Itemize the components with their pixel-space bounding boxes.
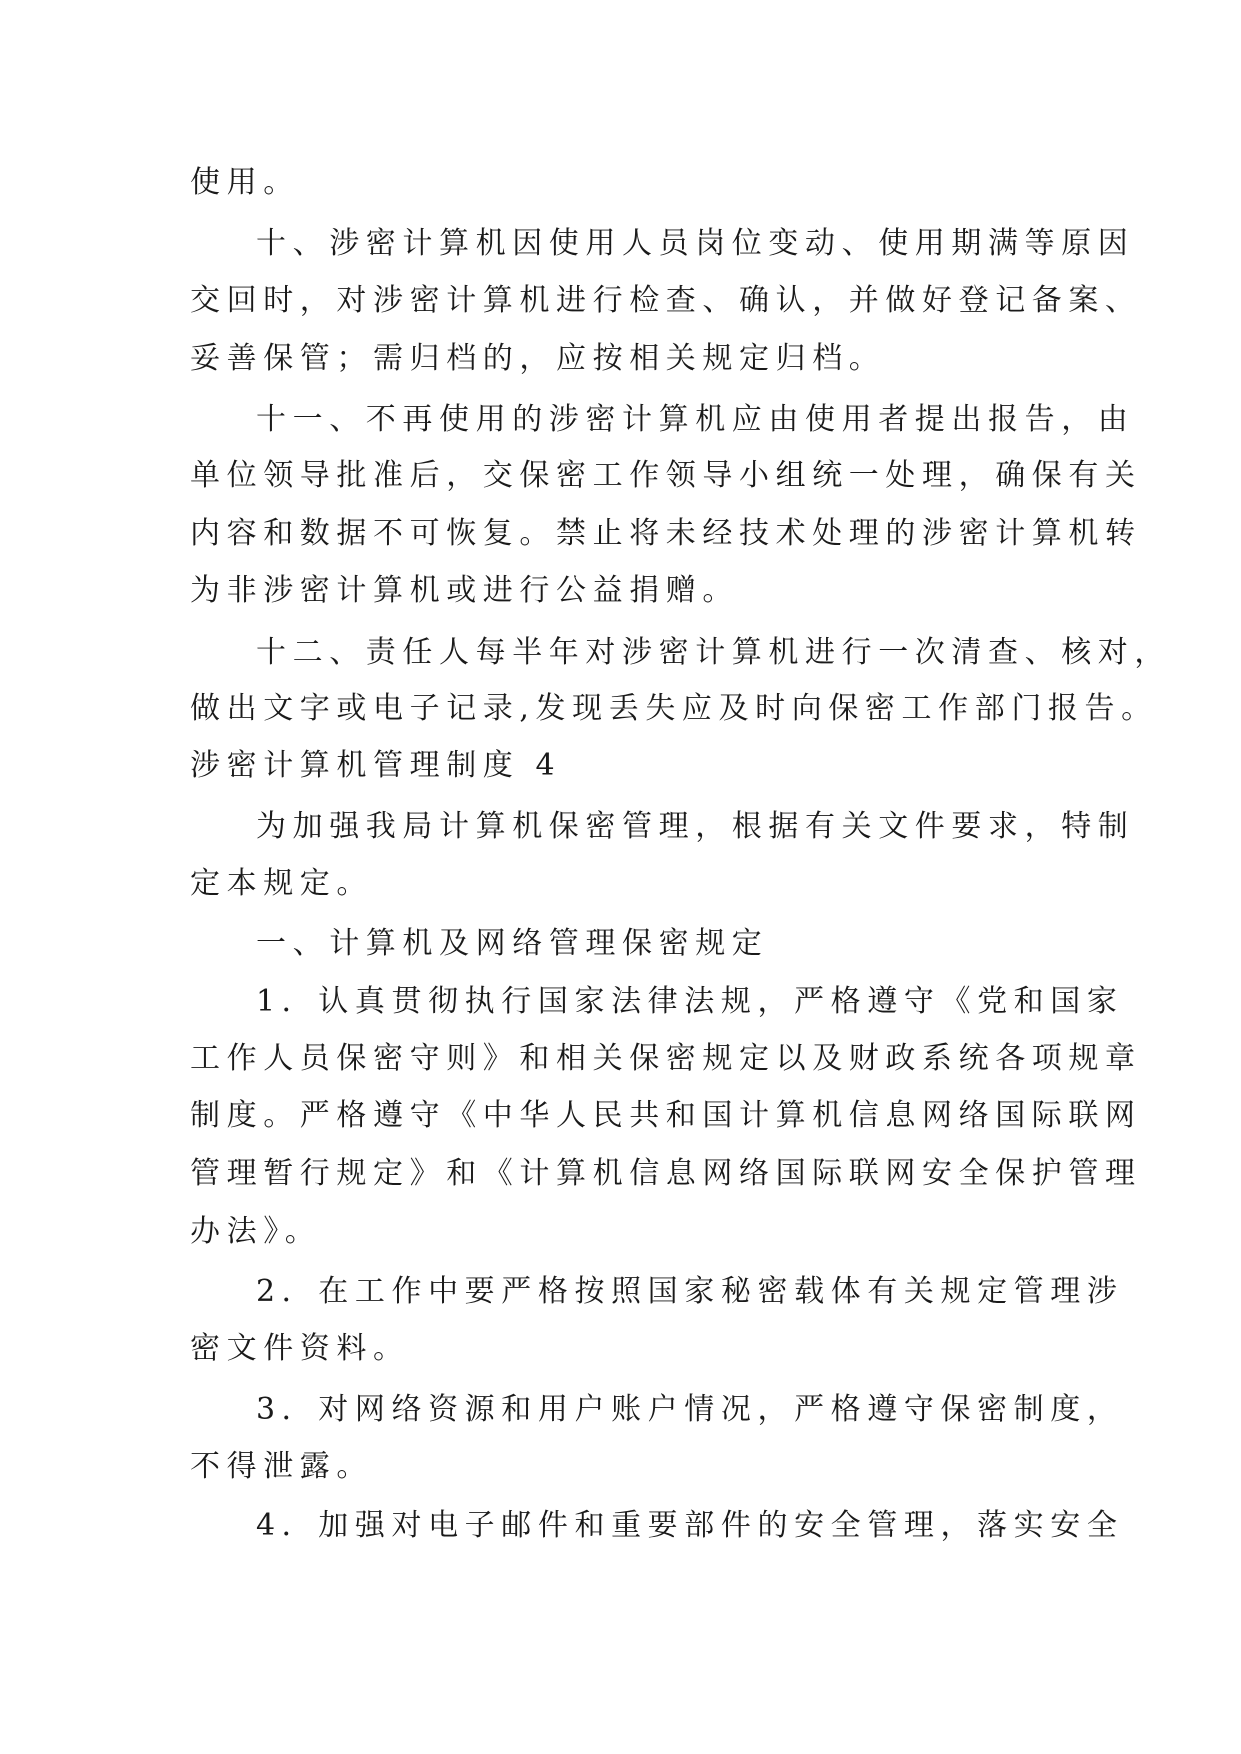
text-line: 3．对网络资源和用户账户情况，严格遵守保密制度， xyxy=(256,1392,1124,1427)
text-line: 一、计算机及网络管理保密规定 xyxy=(256,926,769,961)
text-line: 为非涉密计算机或进行公益捐赠。 xyxy=(190,573,739,608)
text-line: 管理暂行规定》和《计算机信息网络国际联网安全保护管理 xyxy=(190,1156,1142,1191)
text-line: 十、涉密计算机因使用人员岗位变动、使用期满等原因 xyxy=(256,226,1135,261)
text-line: 4．加强对电子邮件和重要部件的安全管理，落实安全 xyxy=(256,1508,1124,1543)
text-line: 十二、责任人每半年对涉密计算机进行一次清查、核对， xyxy=(256,635,1171,670)
text-line: 密文件资料。 xyxy=(190,1331,410,1366)
text-line: 制度。严格遵守《中华人民共和国计算机信息网络国际联网 xyxy=(190,1098,1142,1133)
text-line: 内容和数据不可恢复。禁止将未经技术处理的涉密计算机转 xyxy=(190,516,1142,551)
text-line: 办法》。 xyxy=(190,1214,322,1249)
text-line: 1．认真贯彻执行国家法律法规，严格遵守《党和国家 xyxy=(256,984,1124,1019)
section-heading: 涉密计算机管理制度 4 xyxy=(190,748,562,783)
text-line: 2．在工作中要严格按照国家秘密载体有关规定管理涉 xyxy=(256,1274,1124,1309)
text-line: 定本规定。 xyxy=(190,866,373,901)
text-line: 单位领导批准后，交保密工作领导小组统一处理，确保有关 xyxy=(190,458,1142,493)
text-line: 十一、不再使用的涉密计算机应由使用者提出报告，由 xyxy=(256,402,1135,437)
text-line: 使用。 xyxy=(190,165,300,200)
text-line: 妥善保管；需归档的，应按相关规定归档。 xyxy=(190,341,886,376)
text-line: 交回时，对涉密计算机进行检查、确认，并做好登记备案、 xyxy=(190,283,1142,318)
text-line: 不得泄露。 xyxy=(190,1449,373,1484)
text-line: 为加强我局计算机保密管理，根据有关文件要求，特制 xyxy=(256,809,1135,844)
text-line: 工作人员保密守则》和相关保密规定以及财政系统各项规章 xyxy=(190,1041,1142,1076)
text-line: 做出文字或电子记录,发现丢失应及时向保密工作部门报告。 xyxy=(190,691,1158,726)
